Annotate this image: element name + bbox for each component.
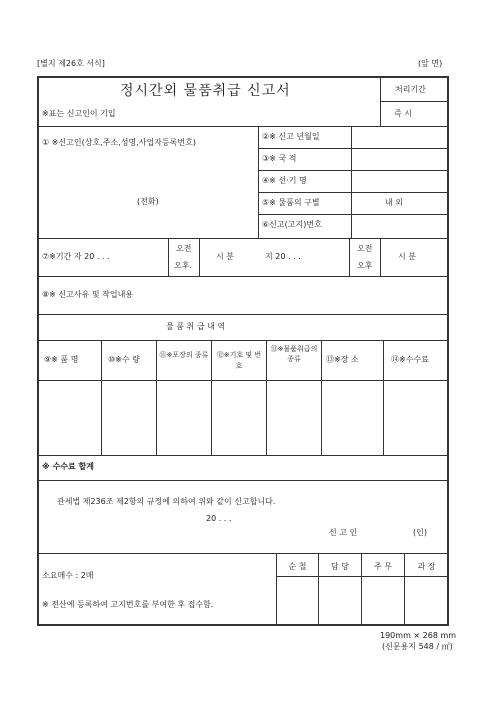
period-to-am: 오전 xyxy=(357,244,373,253)
approval-sequence: 순 철 xyxy=(288,562,307,571)
nationality-label: ③※ 국 적 xyxy=(262,154,297,163)
applicant-phone: (전화) xyxy=(137,197,159,206)
page-side: (앞 면) xyxy=(418,59,443,68)
period-to-time: 시 분 xyxy=(398,252,416,261)
registration-note: ※ 전산에 등록하여 고지번호를 부여한 후 접수함. xyxy=(42,600,214,609)
period-from-label: ⑦※기간 자 20 . . . xyxy=(42,252,110,261)
col-item-name: ⑨※ 품 명 xyxy=(44,355,79,364)
declaration-date: 20 . . . xyxy=(206,514,232,523)
processing-period-value: 즉 시 xyxy=(394,109,412,118)
goods-category-value: 내 외 xyxy=(385,198,403,207)
fee-total-label: ※ 수수료 합계 xyxy=(42,462,94,471)
entry-note: ※표는 신고인이 기입 xyxy=(42,109,116,118)
form-number: [별지 제26호 서식] xyxy=(37,59,105,68)
period-to-pm: 오후 xyxy=(357,261,373,270)
signer-seal: (인) xyxy=(413,528,427,537)
period-to-label: 지 20 . . . xyxy=(265,252,301,261)
report-number-label: ⑥신고(고지)번호 xyxy=(262,220,322,229)
col-fee: ⑭※수수료 xyxy=(391,355,429,364)
form-title: 정시간외 물품취급 신고서 xyxy=(120,83,291,99)
period-from-time: 시 분 xyxy=(216,252,234,261)
period-from-pm: 오후. xyxy=(174,261,192,270)
approval-chief: 주 무 xyxy=(374,562,392,571)
approval-officer: 담 당 xyxy=(331,562,349,571)
reason-label: ⑧※ 신고사유 및 작업내용 xyxy=(42,290,134,299)
vessel-name-label: ④※ 선·기 명 xyxy=(262,176,307,185)
signer-label: 신 고 인 xyxy=(329,528,358,537)
form-size: 190mm × 268 mm xyxy=(380,631,457,640)
col-marks-numbers: ⑫※기호 및 번호 xyxy=(216,351,262,370)
declaration-text: 관세법 제236조 제2항의 규정에 의하여 위와 같이 신고합니다. xyxy=(57,497,276,506)
col-package-type: ⑪※포장의 종류 xyxy=(159,351,209,359)
period-from-am: 오전 xyxy=(176,244,192,253)
col-handling-type: ⑬※물품취급의 종류 xyxy=(270,345,318,363)
applicant-label: ① ※신고인(상호,주소,성명,사업자등록번호) xyxy=(42,138,196,147)
goods-section-title: 물 품 취 급 내 역 xyxy=(166,322,226,331)
col-quantity: ⑩※수 량 xyxy=(108,355,140,364)
processing-period-label: 처리기간 xyxy=(395,85,426,94)
approval-manager: 과 장 xyxy=(417,562,436,571)
goods-category-label: ⑤※ 물품의 구별 xyxy=(262,198,320,207)
col-location: ⑬※장 소 xyxy=(326,355,359,364)
paper-spec: (신문용지 548 / ㎡) xyxy=(382,642,453,651)
required-pages: 소요매수 : 2매 xyxy=(42,571,94,580)
report-date-label: ②※ 신고 년월일 xyxy=(262,132,320,141)
